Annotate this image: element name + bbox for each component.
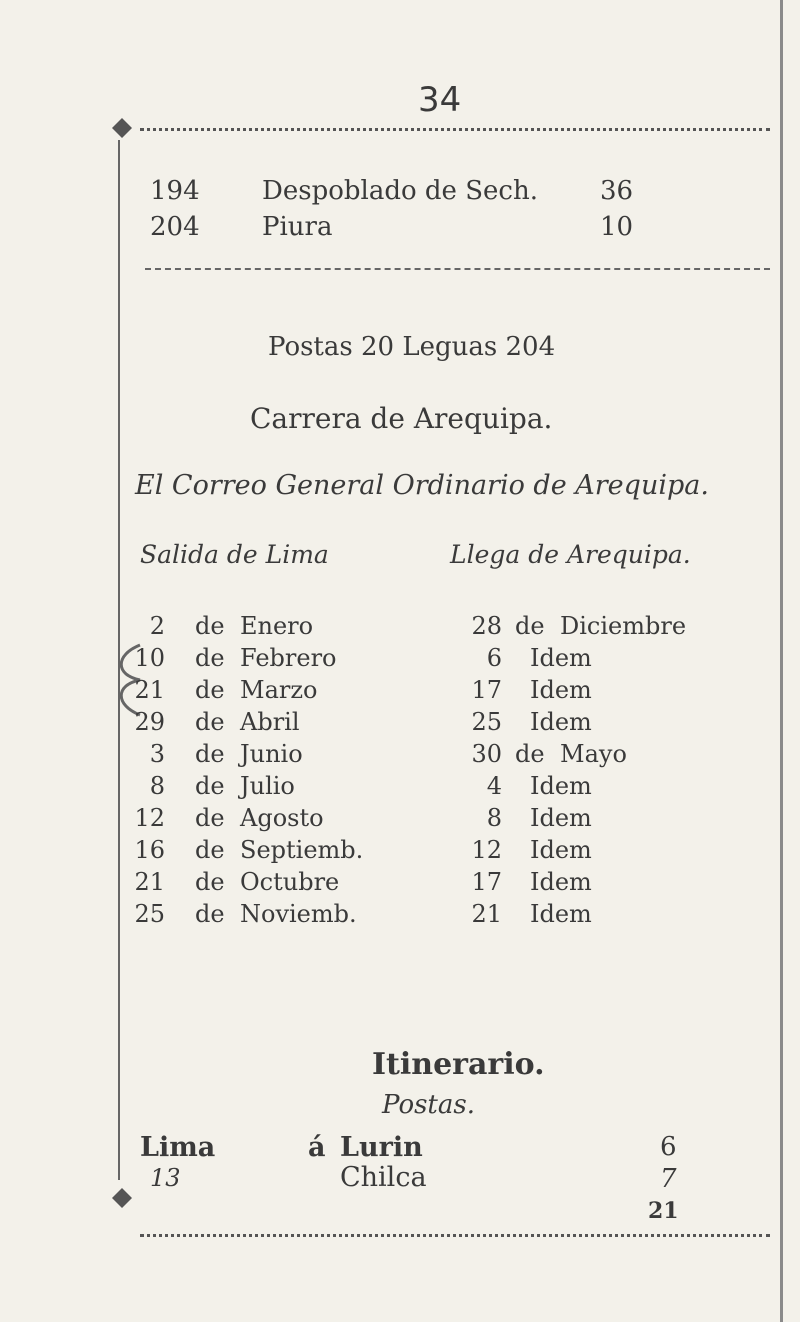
table-row	[0, 804, 800, 836]
arrival-day: 6	[486, 644, 502, 672]
departure-month: Marzo	[240, 676, 318, 704]
table-row	[0, 836, 800, 868]
departure-de: de	[195, 836, 225, 864]
table-row	[0, 708, 800, 740]
arrival-de: de	[515, 612, 545, 640]
departure-month: Octubre	[240, 868, 340, 896]
departure-day: 8	[149, 772, 165, 800]
departure-month: Julio	[240, 772, 295, 800]
list-place: Piura	[262, 212, 333, 242]
table-row	[0, 740, 800, 772]
departure-de: de	[195, 772, 225, 800]
departure-month: Febrero	[240, 644, 337, 672]
arrival-month: Idem	[530, 772, 592, 800]
table-row	[0, 644, 800, 676]
arrival-day: 17	[471, 868, 502, 896]
arrival-month: Idem	[530, 676, 592, 704]
arrival-day: 12	[471, 836, 502, 864]
departure-de: de	[195, 868, 225, 896]
page-number: 34	[418, 80, 462, 120]
bottom-rule	[140, 1234, 770, 1237]
table-row	[0, 612, 800, 644]
corner-ornament-icon	[110, 116, 134, 140]
table-row	[0, 868, 800, 900]
list-number: 194	[150, 176, 200, 206]
departure-day: 21	[134, 676, 165, 704]
departure-day: 3	[149, 740, 165, 768]
departure-de: de	[195, 900, 225, 928]
departure-de: de	[195, 708, 225, 736]
itinerary-leguas: 6	[660, 1132, 677, 1162]
arrival-day: 17	[471, 676, 502, 704]
top-rule	[140, 128, 770, 131]
departure-de: de	[195, 612, 225, 640]
arrival-month: Idem	[530, 708, 592, 736]
arrival-month: Idem	[530, 868, 592, 896]
divider-rule	[145, 268, 770, 270]
departure-month: Enero	[240, 612, 314, 640]
arrival-month: Idem	[530, 644, 592, 672]
table-row	[0, 900, 800, 932]
arrival-month: Mayo	[560, 740, 627, 768]
departure-month: Abril	[240, 708, 300, 736]
itinerary-origin: Lima	[140, 1132, 216, 1163]
itinerary-title: Itinerario.	[372, 1047, 545, 1082]
totals-line: Postas 20 Leguas 204	[268, 332, 556, 362]
arrival-month: Idem	[530, 900, 592, 928]
route-heading: Carrera de Arequipa.	[250, 402, 553, 435]
column-heading-arrival: Llega de Arequipa.	[450, 540, 691, 569]
arrival-day: 30	[471, 740, 502, 768]
itinerary-connector: á	[308, 1132, 326, 1163]
arrival-month: Diciembre	[560, 612, 687, 640]
departure-day: 21	[134, 868, 165, 896]
departure-month: Agosto	[240, 804, 324, 832]
departure-de: de	[195, 740, 225, 768]
postas-title: Postas.	[382, 1090, 475, 1120]
itinerary-destination: Lurin	[340, 1132, 423, 1163]
itinerary-leguas: 7	[660, 1164, 677, 1194]
departure-month: Noviemb.	[240, 900, 357, 928]
arrival-day: 4	[486, 772, 502, 800]
arrival-day: 25	[471, 708, 502, 736]
table-row	[0, 772, 800, 804]
table-row	[0, 676, 800, 708]
column-heading-departure: Salida de Lima	[140, 540, 329, 569]
departure-month: Junio	[240, 740, 303, 768]
departure-month: Septiemb.	[240, 836, 364, 864]
list-value: 36	[600, 176, 634, 206]
departure-de: de	[195, 804, 225, 832]
departure-day: 10	[134, 644, 165, 672]
running-total: 21	[648, 1198, 679, 1224]
departure-day: 29	[134, 708, 165, 736]
arrival-day: 28	[471, 612, 502, 640]
arrival-month: Idem	[530, 804, 592, 832]
list-place: Despoblado de Sech.	[262, 176, 538, 206]
arrival-month: Idem	[530, 836, 592, 864]
arrival-day: 21	[471, 900, 502, 928]
departure-day: 2	[149, 612, 165, 640]
list-number: 204	[150, 212, 200, 242]
itinerary-page-ref: 13	[150, 1164, 181, 1192]
arrival-day: 8	[486, 804, 502, 832]
mail-heading: El Correo General Ordinario de Arequipa.	[135, 470, 709, 501]
list-value: 10	[600, 212, 634, 242]
departure-de: de	[195, 676, 225, 704]
departure-day: 12	[134, 804, 165, 832]
itinerary-destination: Chilca	[340, 1162, 427, 1193]
departure-day: 16	[134, 836, 165, 864]
corner-ornament-icon	[110, 1186, 134, 1210]
departure-de: de	[195, 644, 225, 672]
arrival-de: de	[515, 740, 545, 768]
departure-day: 25	[134, 900, 165, 928]
